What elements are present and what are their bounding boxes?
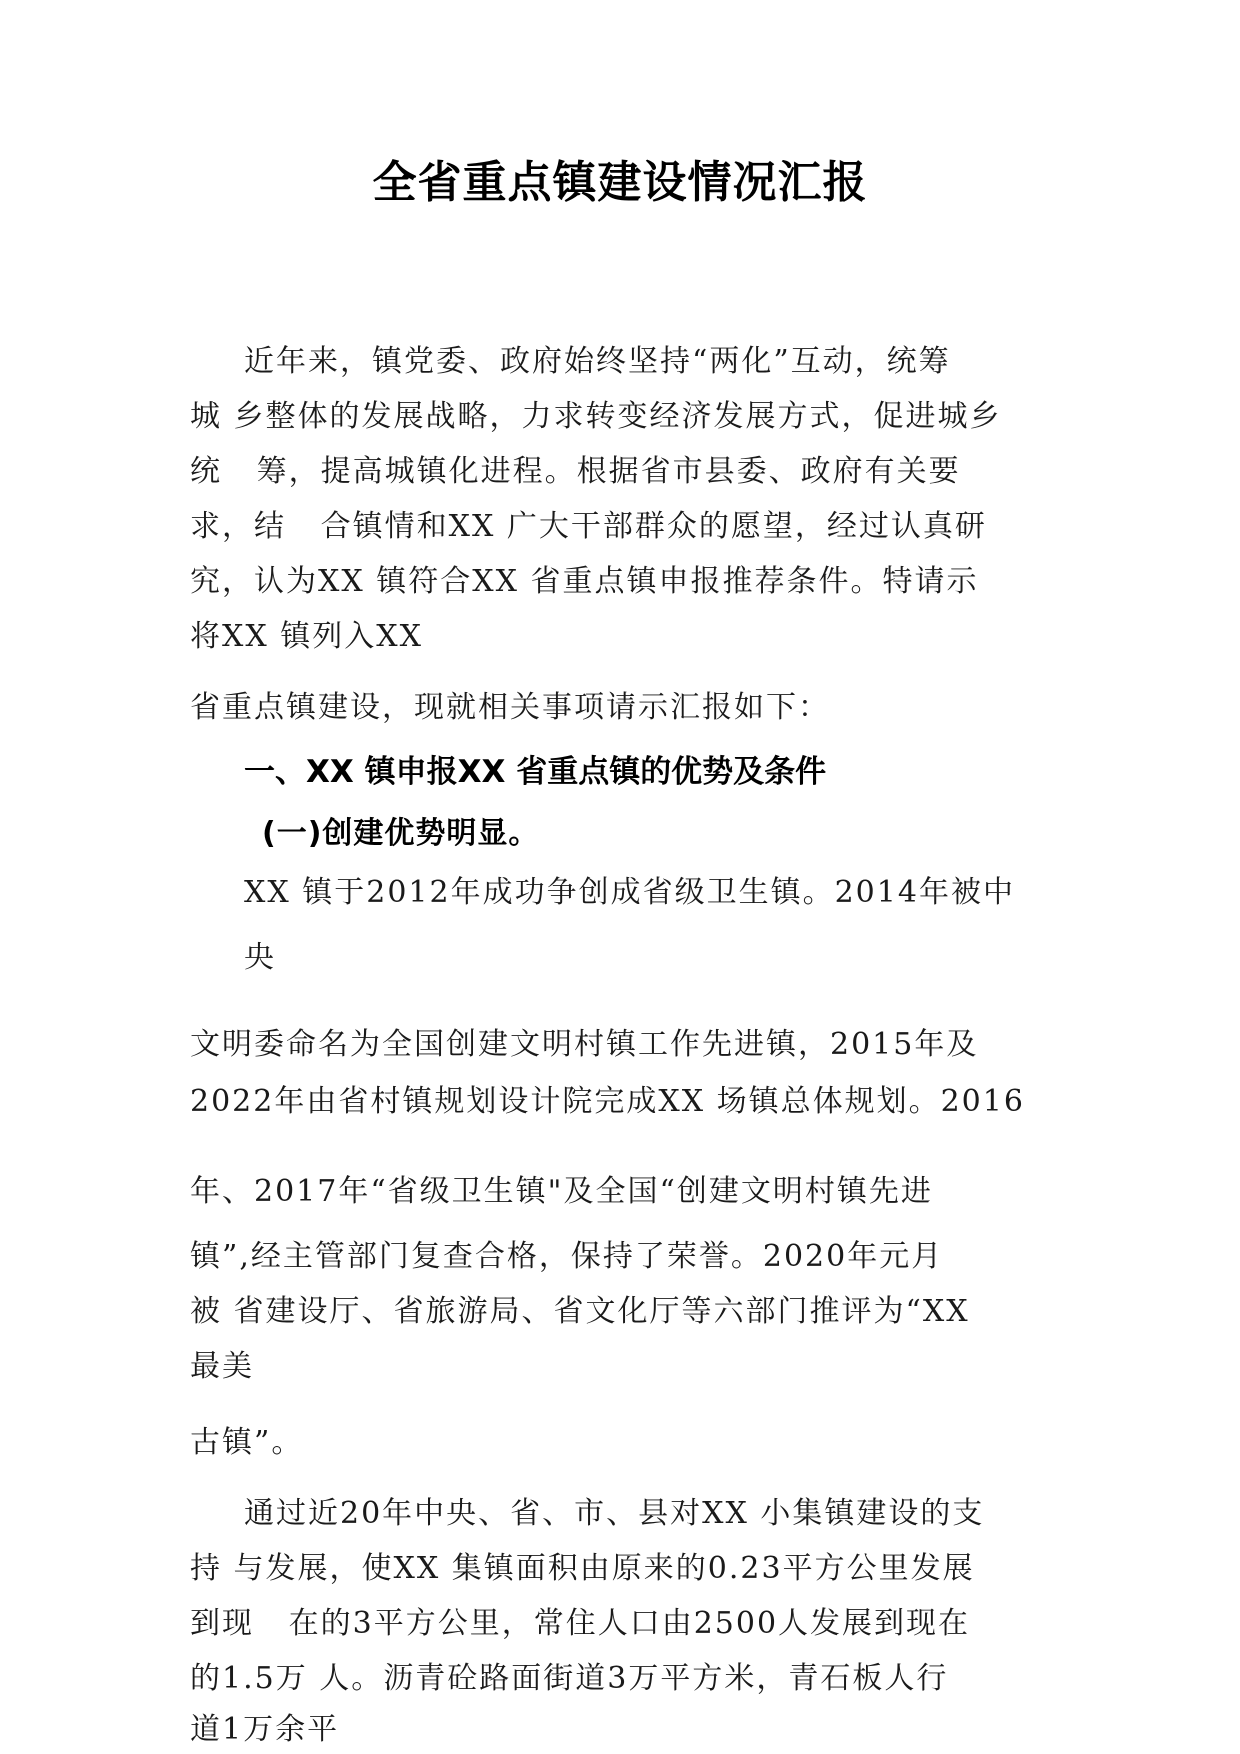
section-heading: 一、XX 镇申报XX 省重点镇的优势及条件 [244,754,827,790]
paragraph-line: 持 与发展，使XX 集镇面积由原来的0.23平方公里发展 [190,1551,975,1586]
paragraph-line: 最美 [190,1349,254,1384]
paragraph-line: 的1.5万 人。沥青砼路面街道3万平方米，青石板人行 [190,1661,949,1696]
paragraph-line: 被 省建设厅、省旅游局、省文化厅等六部门推评为“XX [190,1294,970,1329]
intro-line: 统 筹，提高城镇化进程。根据省市县委、政府有关要 [190,454,961,489]
intro-line: 求，结 合镇情和XX 广大干部群众的愿望，经过认真研 [190,509,987,544]
paragraph-line: XX 镇于2012年成功争创成省级卫生镇。2014年被中 [244,875,1015,910]
paragraph-line: 央 [244,940,276,975]
paragraph-line: 道1万余平 [190,1712,340,1747]
paragraph-line: 到现 在的3平方公里，常住人口由2500人发展到现在 [190,1606,971,1641]
intro-line: 近年来，镇党委、政府始终坚持“两化”互动，统筹 [244,344,951,379]
document-title: 全省重点镇建设情况汇报 [372,157,868,208]
paragraph-line: 古镇”。 [190,1425,304,1460]
paragraph-line: 镇”,经主管部门复查合格，保持了荣誉。2020年元月 [190,1239,944,1274]
paragraph-line: 文明委命名为全国创建文明村镇工作先进镇，2015年及 [190,1027,979,1062]
subsection-heading: (一)创建优势明显。 [262,816,540,851]
paragraph-line: 通过近20年中央、省、市、县对XX 小集镇建设的支 [244,1496,985,1531]
paragraph-line: 2022年由省村镇规划设计院完成XX 场镇总体规划。2016 [190,1084,1025,1119]
intro-line: 究，认为XX 镇符合XX 省重点镇申报推荐条件。特请示 [190,564,979,599]
intro-line: 城 乡整体的发展战略，力求转变经济发展方式，促进城乡 [190,399,1002,434]
paragraph-line: 年、2017年“省级卫生镇"及全国“创建文明村镇先进 [190,1174,933,1209]
intro-line: 将XX 镇列入XX [190,619,423,654]
intro-line: 省重点镇建设，现就相关事项请示汇报如下： [190,690,830,725]
